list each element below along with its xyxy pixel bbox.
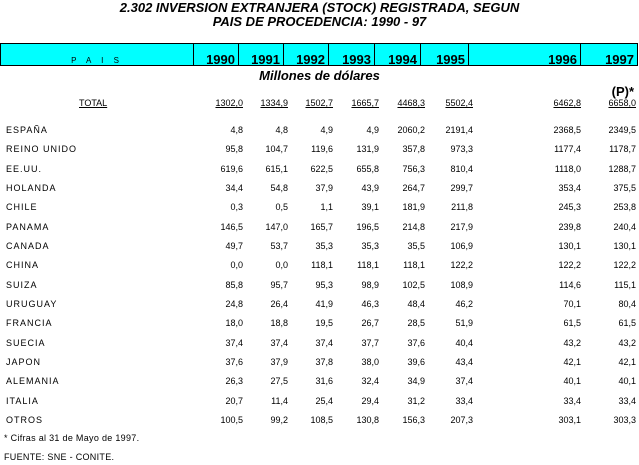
row-label: JAPON	[6, 356, 42, 367]
cell-1996: 2368,5	[553, 125, 581, 135]
cell-1991: 54,8	[270, 182, 288, 193]
cell-1995: 43,4	[455, 356, 473, 367]
cell-1992: 25,4	[315, 395, 333, 406]
cell-1995: 40,4	[455, 337, 473, 348]
cell-1996: 61,5	[563, 318, 581, 329]
cell-1997: 33,4	[618, 395, 636, 406]
cell-1994: 2060,2	[397, 125, 425, 135]
cell-1997: 253,8	[613, 202, 636, 213]
cell-1994: 31,2	[407, 395, 425, 406]
cell-1995: 810,4	[450, 163, 473, 174]
cell-1993: 39,1	[361, 202, 379, 213]
header-year-1993: 1993	[328, 43, 375, 66]
cell-1993: 32,4	[361, 376, 379, 387]
cell-1992: 19,5	[315, 318, 333, 329]
cell-1991: 26,4	[270, 298, 288, 309]
cell-1993: 655,8	[356, 163, 379, 174]
header-year-1994: 1994	[374, 43, 421, 66]
cell-1993: 29,4	[361, 395, 379, 406]
table-title-line2: PAIS DE PROCEDENCIA: 1990 - 97	[212, 14, 427, 29]
cell-1997: 240,4	[613, 221, 636, 232]
header-year-1996: 1996	[468, 43, 581, 66]
cell-1991: 37,4	[270, 337, 288, 348]
row-label: ITALIA	[6, 395, 39, 406]
cell-1997: 61,5	[618, 318, 636, 329]
cell-1990: 24,8	[225, 298, 243, 309]
cell-1996: 40,1	[563, 376, 581, 387]
cell-1995: 299,7	[450, 182, 473, 193]
row-label: PANAMA	[6, 221, 50, 232]
cell-1990: 49,7	[225, 240, 243, 251]
table-row	[0, 316, 639, 330]
cell-1991: 99,2	[270, 414, 288, 425]
cell-1992: 95,3	[315, 279, 333, 290]
cell-1997: 40,1	[618, 376, 636, 387]
cell-1990: 26,3	[225, 376, 243, 387]
cell-1995: 37,4	[455, 376, 473, 387]
cell-1992: 37,9	[315, 182, 333, 193]
cell-1996: 130,1	[558, 240, 581, 251]
cell-1996: 353,4	[558, 182, 581, 193]
cell-1992: 35,3	[315, 240, 333, 251]
cell-1991: 4,8	[275, 125, 288, 135]
cell-1996: 33,4	[563, 395, 581, 406]
table-row	[0, 220, 639, 234]
cell-1993: 35,3	[361, 240, 379, 251]
cell-1996: 239,8	[558, 221, 581, 232]
cell-1997: 122,2	[613, 260, 636, 271]
table-row-total	[0, 96, 639, 110]
cell-1995: 108,9	[450, 279, 473, 290]
cell-1994: 181,9	[402, 202, 425, 213]
cell-1990: 0,3	[230, 202, 243, 213]
cell-1993: 46,3	[361, 298, 379, 309]
cell-1993: 118,1	[357, 260, 379, 271]
cell-1991: 37,9	[270, 356, 288, 367]
cell-1994: 102,5	[402, 279, 425, 290]
cell-1994: 357,8	[402, 144, 425, 155]
cell-1996: 43,2	[563, 337, 581, 348]
cell-1997: 2349,5	[608, 125, 636, 135]
row-label: URUGUAY	[6, 298, 58, 309]
table-row	[0, 258, 639, 272]
cell-1994: 35,5	[407, 240, 425, 251]
cell-1992: 1,1	[320, 202, 333, 213]
cell-1991: 1334,9	[260, 98, 288, 108]
cell-1992: 118,1	[311, 260, 333, 271]
table-row	[0, 278, 639, 292]
table-row	[0, 394, 639, 408]
units-label: Millones de dólares	[259, 68, 380, 83]
cell-1990: 100,5	[220, 414, 243, 425]
row-label: FRANCIA	[6, 318, 53, 329]
cell-1992: 4,9	[320, 125, 333, 135]
cell-1991: 104,7	[265, 144, 288, 155]
cell-1995: 106,9	[450, 240, 473, 251]
row-label: OTROS	[6, 414, 44, 425]
cell-1993: 1665,7	[351, 98, 379, 108]
cell-1995: 207,3	[450, 414, 473, 425]
table-row	[0, 123, 639, 137]
row-label: CHILE	[6, 202, 38, 213]
cell-1992: 119,6	[311, 144, 333, 155]
cell-1992: 37,8	[315, 356, 333, 367]
cell-1993: 4,9	[366, 125, 379, 135]
cell-1996: 6462,8	[553, 98, 581, 108]
row-label: CHINA	[6, 260, 40, 271]
table-row	[0, 239, 639, 253]
table-row	[0, 181, 639, 195]
cell-1996: 245,3	[558, 202, 581, 213]
table-row	[0, 355, 639, 369]
cell-1996: 122,2	[558, 260, 581, 271]
cell-1990: 95,8	[225, 144, 243, 155]
cell-1993: 98,9	[361, 279, 379, 290]
cell-1997: 42,1	[618, 356, 636, 367]
cell-1994: 39,6	[407, 356, 425, 367]
cell-1997: 115,1	[614, 279, 636, 290]
cell-1994: 34,9	[407, 376, 425, 387]
cell-1997: 1288,7	[608, 163, 636, 174]
cell-1991: 615,1	[265, 163, 288, 174]
cell-1990: 146,5	[220, 221, 243, 232]
header-year-1990: 1990	[193, 43, 239, 66]
cell-1996: 114,6	[559, 279, 581, 290]
cell-1997: 1178,7	[609, 144, 636, 155]
footnote: * Cifras al 31 de Mayo de 1997.	[4, 433, 140, 443]
cell-1993: 38,0	[361, 356, 379, 367]
cell-1994: 48,4	[407, 298, 425, 309]
cell-1995: 5502,4	[445, 98, 473, 108]
cell-1991: 147,0	[265, 221, 288, 232]
cell-1992: 31,6	[315, 376, 333, 387]
cell-1995: 51,9	[455, 318, 473, 329]
cell-1991: 95,7	[270, 279, 288, 290]
header-year-1995: 1995	[420, 43, 469, 66]
cell-1990: 1302,0	[215, 98, 243, 108]
row-label: EE.UU.	[6, 163, 43, 174]
cell-1991: 18,8	[270, 318, 288, 329]
cell-1991: 11,4	[271, 395, 288, 406]
header-year-1991: 1991	[238, 43, 284, 66]
cell-1995: 46,2	[455, 298, 473, 309]
cell-1991: 53,7	[270, 240, 288, 251]
table-row	[0, 374, 639, 388]
cell-1993: 131,9	[356, 144, 379, 155]
cell-1996: 1177,4	[554, 144, 581, 155]
cell-1992: 165,7	[310, 221, 333, 232]
row-label: ALEMANIA	[6, 376, 60, 387]
cell-1992: 1502,7	[305, 98, 333, 108]
cell-1995: 122,2	[450, 260, 473, 271]
cell-1997: 80,4	[618, 298, 636, 309]
cell-1994: 756,3	[402, 163, 425, 174]
cell-1992: 41,9	[315, 298, 333, 309]
cell-1996: 70,1	[563, 298, 581, 309]
cell-1993: 26,7	[361, 318, 379, 329]
cell-1994: 214,8	[402, 221, 425, 232]
cell-1991: 0,0	[275, 260, 288, 271]
row-label: TOTAL	[79, 98, 108, 108]
row-label: ESPAÑA	[6, 125, 48, 135]
cell-1995: 33,4	[455, 395, 473, 406]
source-note: FUENTE: SNE - CONITE.	[4, 452, 115, 462]
cell-1993: 43,9	[361, 182, 379, 193]
cell-1995: 217,9	[450, 221, 473, 232]
row-label: SUIZA	[6, 279, 38, 290]
cell-1996: 1118,0	[554, 163, 581, 174]
row-label: SUECIA	[6, 337, 46, 348]
cell-1990: 18,0	[225, 318, 243, 329]
row-label: HOLANDA	[6, 182, 57, 193]
cell-1994: 264,7	[402, 182, 425, 193]
cell-1990: 0,0	[230, 260, 243, 271]
cell-1994: 156,3	[402, 414, 425, 425]
cell-1993: 37,7	[361, 337, 379, 348]
cell-1992: 622,5	[310, 163, 333, 174]
cell-1994: 4468,3	[397, 98, 425, 108]
cell-1992: 108,5	[310, 414, 333, 425]
cell-1995: 2191,4	[445, 125, 473, 135]
cell-1990: 34,4	[225, 182, 243, 193]
cell-1990: 20,7	[225, 395, 243, 406]
cell-1996: 303,1	[558, 414, 581, 425]
table-row	[0, 162, 639, 176]
cell-1990: 85,8	[225, 279, 243, 290]
row-label: REINO UNIDO	[6, 144, 78, 155]
table-title-line1: 2.302 INVERSION EXTRANJERA (STOCK) REGISTRADA, SEGUN	[119, 0, 520, 15]
cell-1997: 6658,0	[608, 98, 636, 108]
cell-1993: 130,8	[356, 414, 379, 425]
cell-1991: 0,5	[275, 202, 288, 213]
cell-1994: 118,1	[403, 260, 425, 271]
cell-1994: 28,5	[407, 318, 425, 329]
cell-1997: 43,2	[618, 337, 636, 348]
header-year-1997: 1997 (P)*	[580, 43, 638, 66]
table-row	[0, 413, 639, 427]
row-label: CANADA	[6, 240, 50, 251]
header-year-1992: 1992	[283, 43, 329, 66]
table-row	[0, 336, 639, 350]
cell-1991: 27,5	[270, 376, 288, 387]
header-pais: P A I S	[0, 43, 194, 66]
cell-1992: 37,4	[315, 337, 333, 348]
table-row	[0, 200, 639, 214]
cell-1997: 130,1	[613, 240, 636, 251]
cell-1995: 211,8	[451, 202, 473, 213]
cell-1994: 37,6	[407, 337, 425, 348]
cell-1990: 619,6	[220, 163, 243, 174]
cell-1997: 375,5	[613, 182, 636, 193]
cell-1995: 973,3	[450, 144, 473, 155]
table-row	[0, 297, 639, 311]
cell-1990: 4,8	[230, 125, 243, 135]
cell-1990: 37,6	[225, 356, 243, 367]
cell-1997: 303,3	[613, 414, 636, 425]
table-row	[0, 142, 639, 156]
cell-1993: 196,5	[356, 221, 379, 232]
cell-1990: 37,4	[225, 337, 243, 348]
cell-1996: 42,1	[563, 356, 581, 367]
